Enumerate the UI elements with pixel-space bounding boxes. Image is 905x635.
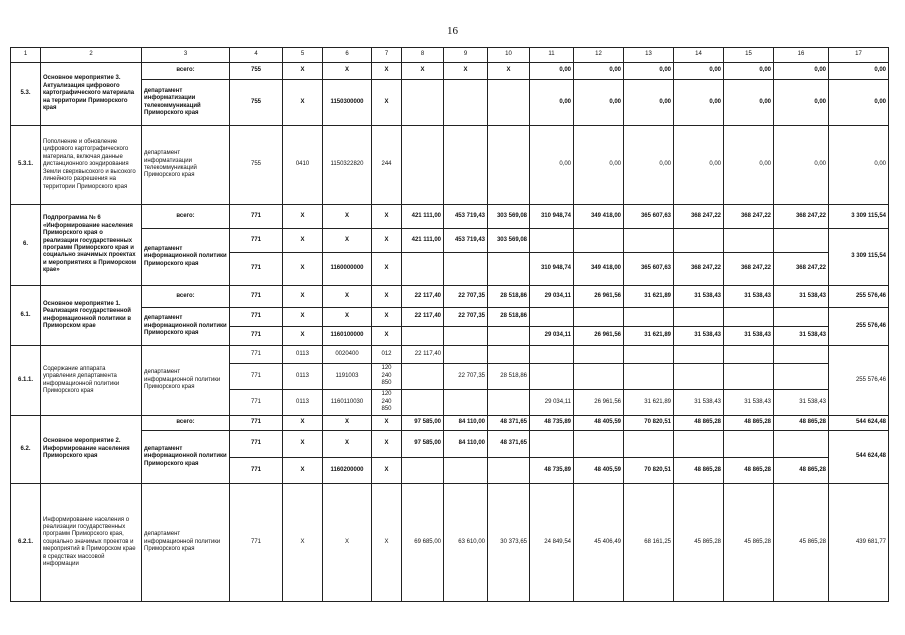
cell: 0,00 (624, 63, 674, 80)
col-header: 1 (11, 48, 41, 63)
cell: 771 (230, 431, 283, 458)
cell: 771 (230, 390, 283, 416)
cell: Х (323, 286, 372, 308)
cell: 48 735,89 (530, 458, 574, 484)
cell (774, 431, 829, 458)
cell: 97 585,00 (402, 416, 444, 431)
total-label: всего: (142, 286, 230, 308)
col-header: 12 (574, 48, 624, 63)
cell: 0020400 (323, 346, 372, 364)
responsible-cell: департамент информационной политики Приморского края (142, 484, 230, 602)
row-title: Подпрограмма № 6 «Информирование населения Приморского края о реализации государственных программ Приморского края и социально значимых проектах и мероприятиях в Приморском крае» (41, 205, 142, 286)
cell (488, 327, 530, 346)
cell (488, 458, 530, 484)
cell: Х (323, 63, 372, 80)
col-header: 5 (283, 48, 323, 63)
total-label: всего: (142, 63, 230, 80)
cell: 22 707,35 (444, 308, 488, 327)
cell: Х (283, 484, 323, 602)
cell: 48 865,28 (674, 458, 724, 484)
cell: Х (372, 286, 402, 308)
cell (624, 431, 674, 458)
cell: 0,00 (624, 126, 674, 205)
cell: 22 117,40 (402, 286, 444, 308)
cell: 1191003 (323, 364, 372, 390)
cell: 48 865,28 (724, 458, 774, 484)
vr-code: 120 (381, 365, 392, 372)
cell (674, 431, 724, 458)
vr-code: 240 (381, 398, 392, 405)
cell (402, 458, 444, 484)
cell: 755 (230, 63, 283, 80)
cell: 31 538,43 (774, 390, 829, 416)
cell: 368 247,22 (774, 205, 829, 229)
cell: 48 371,65 (488, 416, 530, 431)
cell: 22 707,35 (444, 286, 488, 308)
cell: Х (372, 431, 402, 458)
cell: 771 (230, 253, 283, 286)
vr-code: 240 (381, 372, 392, 379)
cell: 368 247,22 (674, 253, 724, 286)
row-title: Основное мероприятие 3. Актуализация цифрового картографического материала на территории Приморского края (41, 63, 142, 126)
vr-code: 850 (381, 406, 392, 413)
responsible-cell: департамент информационной политики Приморского края (142, 308, 230, 346)
total-label: всего: (142, 205, 230, 229)
row-title: Основное мероприятие 1. Реализация государственной информационной политики в Приморском крае (41, 286, 142, 346)
cell: 771 (230, 205, 283, 229)
cell: 84 110,00 (444, 431, 488, 458)
cell: 1160100000 (323, 327, 372, 346)
cell: 84 110,00 (444, 416, 488, 431)
cell: 48 735,89 (530, 416, 574, 431)
cell: 0,00 (724, 80, 774, 126)
cell: 0,00 (829, 126, 889, 205)
col-header: 13 (624, 48, 674, 63)
cell (444, 253, 488, 286)
vr-code: 120 (381, 391, 392, 398)
cell (574, 346, 624, 364)
cell: 45 406,49 (574, 484, 624, 602)
cell (774, 364, 829, 390)
cell: Х (283, 63, 323, 80)
cell: 31 538,43 (724, 286, 774, 308)
budget-table (10, 47, 889, 602)
table-row (11, 205, 889, 229)
row-number: 6.2.1. (11, 484, 41, 602)
cell: 26 961,56 (574, 390, 624, 416)
cell: 1150300000 (323, 80, 372, 126)
row-number: 5.3. (11, 63, 41, 126)
cell (624, 346, 674, 364)
cell: Х (283, 431, 323, 458)
cell: 0,00 (530, 80, 574, 126)
cell: 771 (230, 458, 283, 484)
cell: Х (444, 63, 488, 80)
cell: 771 (230, 286, 283, 308)
cell: 439 681,77 (829, 484, 889, 602)
cell: 68 161,25 (624, 484, 674, 602)
cell: 0,00 (530, 63, 574, 80)
cell: 63 610,00 (444, 484, 488, 602)
cell: 31 621,89 (624, 390, 674, 416)
cell: 421 111,00 (402, 229, 444, 253)
cell: Х (283, 80, 323, 126)
cell: 0,00 (829, 63, 889, 80)
cell (774, 346, 829, 364)
cell (444, 390, 488, 416)
cell (402, 80, 444, 126)
cell: Х (283, 458, 323, 484)
cell: 0,00 (724, 126, 774, 205)
row-title: Пополнение и обновление цифрового картографического материала, включая данные дистанционного зондирования Земли сверхвысокого и высокого линейного разрешения на территории Приморского края (41, 126, 142, 205)
cell: Х (323, 484, 372, 602)
cell: 48 405,59 (574, 458, 624, 484)
page-number: 16 (447, 25, 458, 37)
cell: 31 538,43 (724, 390, 774, 416)
cell: 70 820,51 (624, 458, 674, 484)
cell: 22 117,40 (402, 308, 444, 327)
cell: 771 (230, 484, 283, 602)
cell: 30 373,65 (488, 484, 530, 602)
cell: 48 405,59 (574, 416, 624, 431)
col-header: 8 (402, 48, 444, 63)
sum-cell: 544 624,48 (829, 431, 889, 484)
cell (488, 346, 530, 364)
cell (444, 346, 488, 364)
row-number: 5.3.1. (11, 126, 41, 205)
cell: 0,00 (574, 63, 624, 80)
cell: 310 948,74 (530, 253, 574, 286)
cell: 771 (230, 364, 283, 390)
cell: 29 034,11 (530, 286, 574, 308)
table-row (11, 63, 889, 80)
cell: 421 111,00 (402, 205, 444, 229)
cell: 0,00 (829, 80, 889, 126)
cell: Х (488, 63, 530, 80)
sum-cell: 255 576,46 (829, 308, 889, 346)
cell: 48 865,28 (724, 416, 774, 431)
table-row (11, 308, 889, 327)
cell: 69 685,00 (402, 484, 444, 602)
cell: 31 538,43 (774, 286, 829, 308)
cell: Х (283, 229, 323, 253)
cell: Х (402, 63, 444, 80)
row-number: 6.1.1. (11, 346, 41, 416)
cell: 31 538,43 (724, 327, 774, 346)
cell: 303 569,08 (488, 205, 530, 229)
cell (674, 308, 724, 327)
cell (402, 126, 444, 205)
cell (488, 80, 530, 126)
cell: Х (372, 63, 402, 80)
cell: 365 607,63 (624, 253, 674, 286)
cell: 28 518,86 (488, 308, 530, 327)
cell: 1160200000 (323, 458, 372, 484)
cell (444, 80, 488, 126)
cell: Х (323, 308, 372, 327)
col-header: 6 (323, 48, 372, 63)
cell: 97 585,00 (402, 431, 444, 458)
cell: 0,00 (574, 80, 624, 126)
cell (530, 431, 574, 458)
responsible-cell: департамент информационной политики Приморского края (142, 431, 230, 484)
row-title: Основное мероприятие 2. Информирование населения Приморского края (41, 416, 142, 484)
cell: 244 (372, 126, 402, 205)
cell: 303 569,08 (488, 229, 530, 253)
col-header: 17 (829, 48, 889, 63)
cell: 544 624,48 (829, 416, 889, 431)
cell: 0,00 (724, 63, 774, 80)
cell: 45 865,28 (674, 484, 724, 602)
col-header: 10 (488, 48, 530, 63)
cell: 365 607,63 (624, 205, 674, 229)
cell (774, 229, 829, 253)
cell (402, 327, 444, 346)
cell (402, 390, 444, 416)
cell (724, 308, 774, 327)
cell: 368 247,22 (674, 205, 724, 229)
cell: 0410 (283, 126, 323, 205)
cell: Х (372, 253, 402, 286)
responsible-cell: департамент информатизации телекоммуникаций Приморского края (142, 126, 230, 205)
cell (574, 431, 624, 458)
cell (724, 364, 774, 390)
cell: Х (283, 327, 323, 346)
col-header: 2 (41, 48, 142, 63)
cell: 3 309 115,54 (829, 205, 889, 229)
cell: Х (323, 431, 372, 458)
cell: Х (283, 205, 323, 229)
cell: 755 (230, 80, 283, 126)
cell: 0,00 (624, 80, 674, 126)
cell: 0,00 (574, 126, 624, 205)
cell: 48 865,28 (674, 416, 724, 431)
cell: 22 707,35 (444, 364, 488, 390)
col-header: 9 (444, 48, 488, 63)
cell: 24 849,54 (530, 484, 574, 602)
cell: 45 865,28 (774, 484, 829, 602)
cell: 28 518,86 (488, 364, 530, 390)
cell (530, 364, 574, 390)
cell (724, 229, 774, 253)
cell: 310 948,74 (530, 205, 574, 229)
cell: 31 621,89 (624, 286, 674, 308)
cell: Х (372, 327, 402, 346)
cell: 31 621,89 (624, 327, 674, 346)
cell: Х (283, 253, 323, 286)
cell: 771 (230, 416, 283, 431)
row-title: Информирование населения о реализации государственных программ Приморского края, социально значимых проектов и мероприятий в Приморском крае в средствах массовой информации (41, 484, 142, 602)
cell: Х (323, 229, 372, 253)
col-header: 7 (372, 48, 402, 63)
table-row (11, 416, 889, 431)
vr-cell (372, 390, 402, 416)
cell (574, 308, 624, 327)
col-header: 15 (724, 48, 774, 63)
cell: Х (372, 416, 402, 431)
cell (724, 346, 774, 364)
cell: 31 538,43 (674, 390, 724, 416)
sum-cell: 255 576,46 (829, 346, 889, 416)
cell: 0,00 (774, 126, 829, 205)
cell: 31 538,43 (674, 286, 724, 308)
cell: 0,00 (674, 126, 724, 205)
cell: 1160000000 (323, 253, 372, 286)
cell (674, 346, 724, 364)
table-row (11, 431, 889, 458)
cell: 0,00 (530, 126, 574, 205)
cell: 29 034,11 (530, 390, 574, 416)
col-header: 16 (774, 48, 829, 63)
cell (444, 458, 488, 484)
cell: 0113 (283, 390, 323, 416)
cell: 26 961,56 (574, 327, 624, 346)
cell: 28 518,86 (488, 286, 530, 308)
table-row (11, 229, 889, 253)
cell (724, 431, 774, 458)
cell (624, 229, 674, 253)
cell (574, 364, 624, 390)
cell (674, 229, 724, 253)
cell: 012 (372, 346, 402, 364)
cell (530, 346, 574, 364)
cell: 48 371,65 (488, 431, 530, 458)
table-row (11, 126, 889, 205)
table-row (11, 286, 889, 308)
responsible-cell: департамент информационной политики Приморского края (142, 229, 230, 286)
cell (488, 126, 530, 205)
cell: 22 117,40 (402, 346, 444, 364)
cell: 31 538,43 (674, 327, 724, 346)
cell (624, 364, 674, 390)
cell: 45 865,28 (724, 484, 774, 602)
cell: Х (372, 205, 402, 229)
cell: Х (283, 416, 323, 431)
responsible-cell: департамент информационной политики Приморского края (142, 346, 230, 416)
row-number: 6. (11, 205, 41, 286)
cell: Х (372, 484, 402, 602)
cell: Х (323, 416, 372, 431)
cell (624, 308, 674, 327)
cell: 0,00 (774, 80, 829, 126)
row-number: 6.2. (11, 416, 41, 484)
cell (402, 364, 444, 390)
cell (444, 126, 488, 205)
cell: 0,00 (774, 63, 829, 80)
cell: 368 247,22 (774, 253, 829, 286)
cell: 0,00 (674, 80, 724, 126)
table-row (11, 80, 889, 126)
col-header: 11 (530, 48, 574, 63)
col-header: 14 (674, 48, 724, 63)
cell: 1160110030 (323, 390, 372, 416)
cell (674, 364, 724, 390)
cell: 453 719,43 (444, 229, 488, 253)
cell: 771 (230, 327, 283, 346)
cell (574, 229, 624, 253)
cell: 349 418,00 (574, 205, 624, 229)
table-row (11, 346, 889, 364)
cell (530, 308, 574, 327)
row-title: Содержание аппарата управления департамента информационной политики Приморского края (41, 346, 142, 416)
cell: 26 961,56 (574, 286, 624, 308)
cell: 29 034,11 (530, 327, 574, 346)
cell: Х (283, 308, 323, 327)
cell: 0113 (283, 346, 323, 364)
cell: 48 865,28 (774, 458, 829, 484)
sum-cell: 3 309 115,54 (829, 229, 889, 286)
table-row (11, 484, 889, 602)
cell: 255 576,46 (829, 286, 889, 308)
cell: 0113 (283, 364, 323, 390)
cell: Х (372, 308, 402, 327)
cell: 771 (230, 308, 283, 327)
total-label: всего: (142, 416, 230, 431)
cell: Х (283, 286, 323, 308)
cell: Х (323, 205, 372, 229)
cell (402, 253, 444, 286)
cell (488, 253, 530, 286)
cell: 48 865,28 (774, 416, 829, 431)
cell (444, 327, 488, 346)
cell: 755 (230, 126, 283, 205)
cell: 771 (230, 229, 283, 253)
vr-code: 850 (381, 380, 392, 387)
cell: 0,00 (674, 63, 724, 80)
cell: 771 (230, 346, 283, 364)
cell: 453 719,43 (444, 205, 488, 229)
cell: 31 538,43 (774, 327, 829, 346)
cell: 368 247,22 (724, 205, 774, 229)
cell: Х (372, 458, 402, 484)
cell (530, 229, 574, 253)
vr-cell (372, 364, 402, 390)
row-number: 6.1. (11, 286, 41, 346)
column-number-row (11, 48, 889, 63)
col-header: 3 (142, 48, 230, 63)
cell (774, 308, 829, 327)
cell: 70 820,51 (624, 416, 674, 431)
col-header: 4 (230, 48, 283, 63)
cell: 349 418,00 (574, 253, 624, 286)
cell: 368 247,22 (724, 253, 774, 286)
cell: Х (372, 80, 402, 126)
cell (488, 390, 530, 416)
cell: 1150322820 (323, 126, 372, 205)
cell: Х (372, 229, 402, 253)
responsible-cell: департамент информатизации телекоммуникаций Приморского края (142, 80, 230, 126)
